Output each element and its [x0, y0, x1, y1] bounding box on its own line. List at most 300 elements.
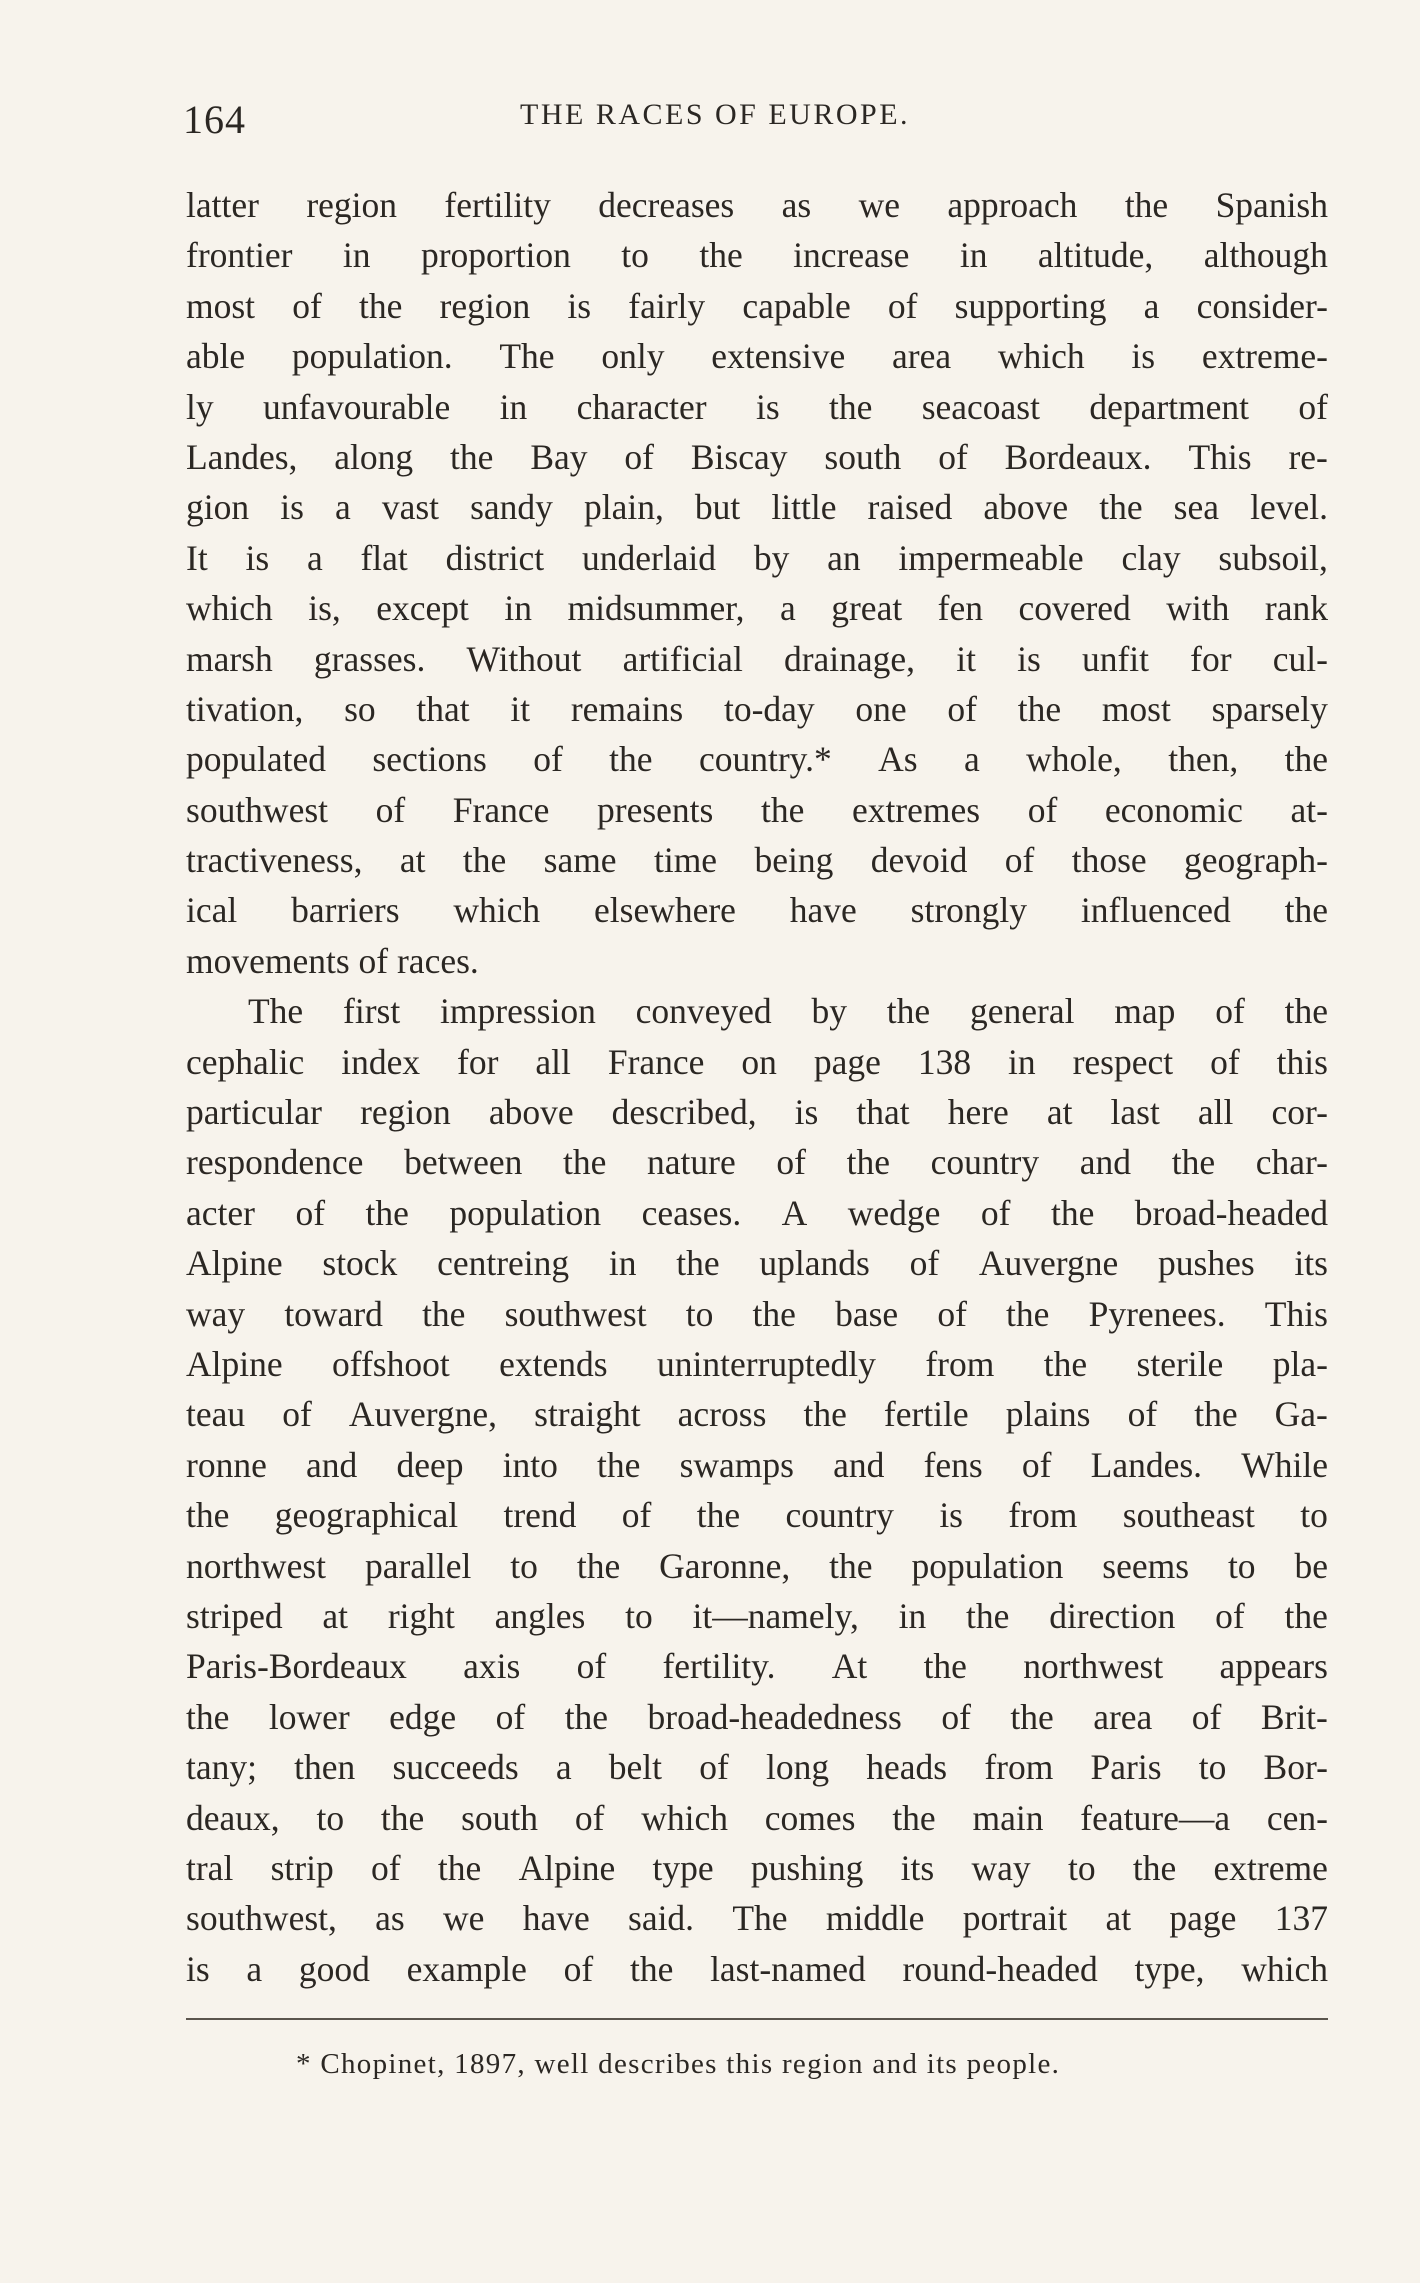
- word: all: [1197, 1092, 1234, 1133]
- word: artificial: [622, 638, 743, 679]
- word: department: [1089, 386, 1250, 427]
- word: the: [186, 1696, 230, 1737]
- body-text: [186, 180, 1328, 1994]
- word: right: [387, 1595, 455, 1636]
- word: gion: [186, 487, 250, 528]
- word: geographical: [274, 1495, 459, 1536]
- word: tractiveness,: [186, 840, 363, 881]
- word: extreme: [1213, 1847, 1328, 1888]
- word: barriers: [291, 890, 400, 931]
- word: devoid: [870, 840, 968, 881]
- word: region: [439, 285, 531, 326]
- word: country.*: [698, 739, 832, 780]
- word: we: [858, 185, 900, 225]
- word: have: [522, 1898, 590, 1939]
- word: most: [1101, 688, 1171, 729]
- word: sterile: [1136, 1343, 1224, 1384]
- word: Paris-Bordeaux: [186, 1646, 407, 1687]
- word: the: [846, 1142, 891, 1183]
- word: of: [295, 1192, 326, 1233]
- word: a: [1143, 285, 1160, 326]
- word: the: [1132, 1847, 1177, 1888]
- word: respondence: [186, 1142, 364, 1183]
- word: nature: [647, 1142, 736, 1183]
- word: but: [694, 487, 741, 528]
- word: is: [280, 487, 304, 528]
- word: ly: [186, 386, 214, 427]
- text-line: [186, 1843, 1328, 1893]
- word: of: [947, 688, 977, 729]
- word: across: [677, 1394, 767, 1435]
- word: midsummer,: [567, 588, 745, 629]
- word: area: [1093, 1696, 1153, 1737]
- word: frontier: [186, 235, 293, 276]
- word: tivation,: [186, 688, 304, 729]
- word: Alpine: [518, 1847, 616, 1888]
- word: to-day: [723, 688, 815, 729]
- word: to: [316, 1797, 345, 1838]
- word: and: [1079, 1142, 1132, 1183]
- word: at-: [1290, 789, 1328, 830]
- word: it: [510, 688, 531, 729]
- word: to: [510, 1545, 538, 1586]
- word: of: [1215, 1595, 1245, 1636]
- word: first: [343, 991, 401, 1032]
- word: way: [971, 1847, 1031, 1888]
- word: of: [533, 739, 563, 780]
- word: lower: [268, 1696, 350, 1737]
- word: the: [760, 789, 805, 830]
- word: population.: [291, 336, 453, 377]
- word: presents: [597, 789, 714, 830]
- word: those: [1071, 840, 1147, 881]
- word: region: [306, 185, 398, 225]
- word: Paris: [1090, 1747, 1162, 1788]
- word: by: [753, 537, 790, 578]
- word: ceases.: [641, 1192, 742, 1233]
- word: wedge: [847, 1192, 941, 1233]
- word: vast: [381, 487, 439, 528]
- word: on: [741, 1041, 777, 1082]
- word: the: [358, 285, 403, 326]
- word: economic: [1104, 789, 1243, 830]
- word: of: [292, 285, 322, 326]
- word: Bay: [530, 436, 588, 477]
- word: southeast: [1122, 1495, 1255, 1536]
- text-line: [186, 432, 1328, 482]
- word: population: [911, 1545, 1064, 1586]
- word: of: [1004, 840, 1035, 881]
- word: for: [1190, 638, 1232, 679]
- word: of: [1027, 789, 1058, 830]
- word: impermeable: [898, 537, 1084, 578]
- word: straight: [534, 1394, 641, 1435]
- word: which: [641, 1797, 728, 1838]
- word: a: [780, 588, 796, 629]
- word: last: [1110, 1092, 1160, 1133]
- word: same: [543, 840, 617, 881]
- word: its: [1294, 1243, 1328, 1284]
- word: strip: [270, 1847, 334, 1888]
- text-line: [186, 1037, 1328, 1087]
- word: southwest,: [186, 1898, 337, 1939]
- word: cor-: [1271, 1092, 1328, 1133]
- word: is: [755, 386, 780, 427]
- word: whole,: [1026, 739, 1122, 780]
- text-line: [186, 1289, 1328, 1339]
- word: page: [813, 1041, 881, 1082]
- text-line: [186, 1238, 1328, 1288]
- word: south: [461, 1797, 539, 1838]
- word: fens: [923, 1444, 983, 1485]
- word: axis: [463, 1646, 521, 1687]
- word: index: [341, 1041, 421, 1082]
- word: extensive: [711, 336, 846, 377]
- word: approach: [947, 185, 1078, 225]
- word: in: [898, 1595, 927, 1636]
- word: the: [1050, 1192, 1095, 1233]
- word: is,: [308, 588, 341, 629]
- text-line: [186, 281, 1328, 331]
- word: the: [1017, 688, 1062, 729]
- text-line: [186, 1893, 1328, 1943]
- word: offshoot: [332, 1343, 450, 1384]
- text-line: [186, 1087, 1328, 1137]
- word: type,: [1134, 1948, 1205, 1989]
- paragraph-end-line: movements of races.: [186, 940, 479, 981]
- word: decreases: [598, 185, 735, 225]
- word: Biscay: [690, 436, 788, 477]
- word: It: [186, 537, 208, 578]
- word: is: [939, 1495, 963, 1536]
- footnote-divider: [186, 2018, 1328, 2020]
- word: Landes.: [1090, 1444, 1203, 1485]
- word: ronne: [186, 1444, 267, 1485]
- text-line: [186, 1137, 1328, 1187]
- word: the: [1284, 890, 1328, 931]
- word: the: [564, 1696, 609, 1737]
- word: only: [601, 336, 665, 377]
- word: A: [781, 1192, 808, 1233]
- text-line: [186, 1591, 1328, 1641]
- word: its: [900, 1847, 935, 1888]
- word: conveyed: [635, 991, 772, 1032]
- word: Landes,: [186, 436, 298, 477]
- word: the: [1124, 185, 1169, 225]
- word: the: [892, 1797, 936, 1838]
- text-line: [186, 634, 1328, 684]
- text-line: [186, 684, 1328, 734]
- word: At: [831, 1646, 868, 1687]
- word: in: [1008, 1041, 1036, 1082]
- word: direction: [1049, 1595, 1176, 1636]
- word: of: [909, 1243, 940, 1284]
- word: subsoil,: [1218, 537, 1328, 578]
- word: France: [607, 1041, 705, 1082]
- word: the: [629, 1948, 674, 1989]
- text-line: [186, 1742, 1328, 1792]
- word: to: [625, 1595, 653, 1636]
- word: seacoast: [921, 386, 1040, 427]
- word: marsh: [186, 638, 273, 679]
- word: southwest: [186, 789, 328, 830]
- word: of: [576, 1646, 607, 1687]
- word: pla-: [1272, 1343, 1328, 1384]
- word: the: [699, 235, 743, 276]
- text-line: [186, 835, 1328, 885]
- word: have: [789, 890, 857, 931]
- word: the: [462, 840, 507, 881]
- word: last-named: [710, 1948, 866, 1989]
- word: acter: [186, 1192, 255, 1233]
- word: a: [246, 1948, 263, 1989]
- word: cul-: [1272, 638, 1328, 679]
- word: swamps: [679, 1444, 794, 1485]
- word: from: [1008, 1495, 1078, 1536]
- word: extreme-: [1201, 336, 1328, 377]
- word: is: [245, 537, 270, 578]
- text-line: [186, 885, 1328, 935]
- word: is: [186, 1948, 210, 1989]
- word: and: [306, 1444, 358, 1485]
- word: cen-: [1266, 1797, 1328, 1838]
- word: except: [376, 588, 469, 629]
- word: increase: [793, 235, 910, 276]
- word: the: [1099, 487, 1143, 528]
- text-line: [186, 583, 1328, 633]
- word: of: [776, 1142, 806, 1183]
- word: This: [1264, 1293, 1328, 1334]
- word: of: [1215, 991, 1245, 1032]
- word: drainage,: [783, 638, 916, 679]
- word: of: [980, 1192, 1011, 1233]
- word: which: [997, 336, 1085, 377]
- word: for: [457, 1041, 499, 1082]
- word: level.: [1250, 487, 1328, 528]
- word: type: [652, 1847, 714, 1888]
- word: above: [983, 487, 1069, 528]
- word: underlaid: [581, 537, 717, 578]
- word: of: [1021, 1444, 1052, 1485]
- word: southwest: [504, 1293, 647, 1334]
- word: the: [1284, 991, 1328, 1032]
- word: The: [732, 1898, 788, 1939]
- word: broad-headedness: [647, 1696, 902, 1737]
- word: from: [925, 1343, 995, 1384]
- word: fertility: [444, 185, 551, 225]
- word: char-: [1255, 1142, 1328, 1183]
- word: country: [930, 1142, 1040, 1183]
- text-line: [186, 533, 1328, 583]
- word: the: [829, 1545, 873, 1586]
- word: stock: [322, 1243, 398, 1284]
- word: above: [488, 1092, 574, 1133]
- word: The: [499, 336, 555, 377]
- word: Auvergne: [978, 1243, 1119, 1284]
- word: in: [608, 1243, 637, 1284]
- word: Ga-: [1274, 1394, 1328, 1435]
- text-line: [186, 1389, 1328, 1439]
- paragraph-start-line: [186, 986, 1328, 1036]
- word: rank: [1264, 588, 1328, 629]
- text-line: [186, 785, 1328, 835]
- word: Bor-: [1263, 1747, 1328, 1788]
- word: plains: [1005, 1394, 1091, 1435]
- word: and: [833, 1444, 885, 1485]
- word: sea: [1173, 487, 1220, 528]
- word: of: [887, 285, 918, 326]
- word: the: [563, 1142, 607, 1183]
- word: appears: [1219, 1646, 1328, 1687]
- word: area: [892, 336, 952, 377]
- text-line: [186, 1692, 1328, 1742]
- word: be: [1294, 1545, 1328, 1586]
- word: of: [624, 436, 654, 477]
- word: page: [1169, 1898, 1237, 1939]
- word: character: [576, 386, 707, 427]
- word: by: [811, 991, 847, 1032]
- word: the: [966, 1595, 1010, 1636]
- word: the: [576, 1545, 621, 1586]
- word: of: [371, 1847, 401, 1888]
- word: a: [963, 739, 980, 780]
- word: time: [653, 840, 718, 881]
- word: the: [886, 991, 931, 1032]
- word: the: [803, 1394, 847, 1435]
- word: proportion: [420, 235, 571, 276]
- word: is: [1131, 336, 1156, 377]
- word: feature—a: [1080, 1797, 1231, 1838]
- word: sections: [372, 739, 487, 780]
- word: the: [696, 1495, 741, 1536]
- word: the: [186, 1495, 230, 1536]
- word: of: [938, 436, 968, 477]
- word: geograph-: [1184, 840, 1328, 881]
- word: with: [1166, 588, 1230, 629]
- word: south: [824, 436, 902, 477]
- word: France: [452, 789, 550, 830]
- word: uninterruptedly: [657, 1343, 876, 1384]
- word: the: [365, 1192, 409, 1233]
- word: this: [1276, 1041, 1328, 1082]
- word: to: [1067, 1847, 1096, 1888]
- word: flat: [360, 537, 408, 578]
- word: all: [535, 1041, 571, 1082]
- word: good: [298, 1948, 370, 1989]
- word: the: [676, 1243, 720, 1284]
- word: 138: [917, 1041, 972, 1082]
- word: angles: [494, 1595, 586, 1636]
- word: unfavourable: [262, 386, 451, 427]
- word: strongly: [910, 890, 1028, 931]
- word: Brit-: [1260, 1696, 1328, 1737]
- word: is: [567, 285, 592, 326]
- word: into: [502, 1444, 558, 1485]
- word: in: [504, 588, 532, 629]
- word: impression: [440, 991, 596, 1032]
- word: of: [941, 1696, 971, 1737]
- word: as: [375, 1898, 405, 1939]
- word: fen: [937, 588, 983, 629]
- word: uplands: [759, 1243, 870, 1284]
- word: remains: [570, 688, 684, 729]
- word: to: [1300, 1495, 1328, 1536]
- word: way: [186, 1293, 246, 1334]
- text-line: [186, 230, 1328, 280]
- word: As: [878, 739, 918, 780]
- word: at: [1105, 1898, 1132, 1939]
- word: able: [186, 336, 246, 377]
- word: a: [334, 487, 351, 528]
- word: trend: [503, 1495, 577, 1536]
- word: population: [449, 1192, 602, 1233]
- word: plain,: [583, 487, 664, 528]
- text-line: [186, 180, 1328, 230]
- word: populated: [186, 739, 326, 780]
- word: While: [1241, 1444, 1328, 1485]
- text-line: [186, 1793, 1328, 1843]
- word: Bordeaux.: [1004, 436, 1152, 477]
- word: elsewhere: [594, 890, 736, 931]
- word: of: [375, 789, 406, 830]
- word: Alpine: [186, 1243, 283, 1284]
- word: latter: [186, 185, 259, 225]
- word: we: [443, 1898, 485, 1939]
- word: cephalic: [186, 1041, 305, 1082]
- word: the: [1284, 1595, 1328, 1636]
- word: great: [831, 588, 903, 629]
- word: to: [621, 235, 649, 276]
- word: the: [437, 1847, 482, 1888]
- word: so: [344, 688, 376, 729]
- word: edge: [389, 1696, 457, 1737]
- word: ical: [186, 890, 238, 931]
- word: that: [416, 688, 470, 729]
- word: grasses.: [313, 638, 426, 679]
- text-line: [186, 331, 1328, 381]
- word: district: [445, 537, 545, 578]
- word: influenced: [1080, 890, 1231, 931]
- word: country: [785, 1495, 894, 1536]
- word: deep: [396, 1444, 464, 1485]
- word: at: [399, 840, 426, 881]
- word: belt: [608, 1747, 663, 1788]
- word: being: [754, 840, 834, 881]
- word: round-headed: [902, 1948, 1098, 1989]
- word: map: [1114, 991, 1176, 1032]
- word: respect: [1072, 1041, 1174, 1082]
- word: little: [771, 487, 837, 528]
- word: which: [1241, 1948, 1328, 1989]
- word: parallel: [364, 1545, 472, 1586]
- text-line: [186, 1440, 1328, 1490]
- word: of: [621, 1495, 652, 1536]
- word: Pyrenees.: [1088, 1293, 1226, 1334]
- word: the: [1171, 1142, 1216, 1183]
- word: to: [685, 1293, 714, 1334]
- word: then,: [1168, 739, 1239, 780]
- word: toward: [284, 1293, 383, 1334]
- word: to: [1227, 1545, 1256, 1586]
- word: sandy: [470, 487, 553, 528]
- word: unfit: [1081, 638, 1150, 679]
- page-number: 164: [183, 97, 246, 142]
- word: the: [380, 1797, 425, 1838]
- word: supporting: [954, 285, 1107, 326]
- word: in: [959, 235, 988, 276]
- word: the: [597, 1444, 641, 1485]
- word: of: [1191, 1696, 1222, 1737]
